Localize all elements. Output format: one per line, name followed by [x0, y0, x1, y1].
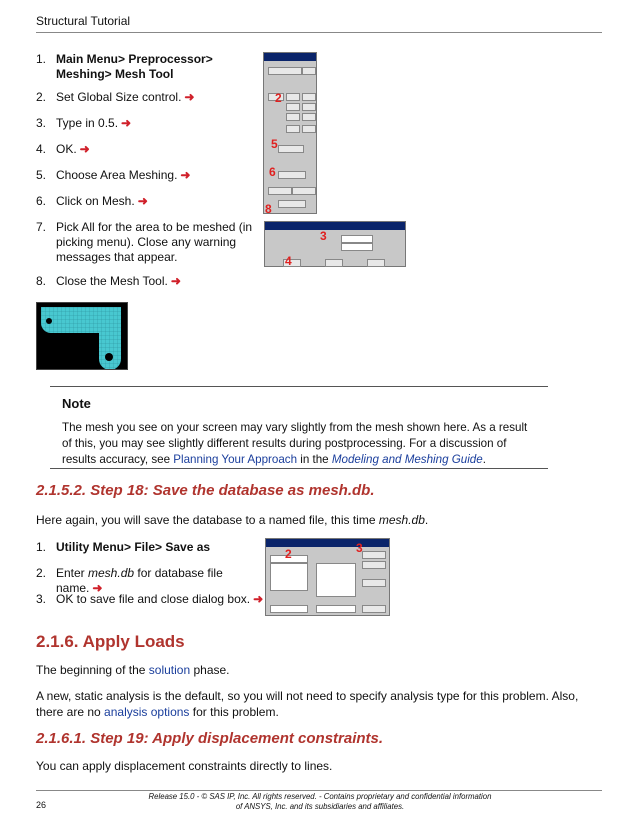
- mesh-tool-dialog-image: [263, 52, 317, 214]
- callout-2: 2: [275, 91, 282, 105]
- modeling-meshing-guide-link[interactable]: Modeling and Meshing Guide: [331, 453, 483, 466]
- arrow-icon: ➜: [253, 592, 264, 606]
- arrow-icon: ➜: [180, 168, 191, 182]
- save-database-dialog-image: [265, 538, 390, 616]
- list-item: 8. Close the Mesh Tool. ➜: [36, 274, 181, 288]
- menu-path: Main Menu> Preprocessor> Meshing> Mesh Tool: [56, 52, 213, 81]
- arrow-icon: ➜: [137, 194, 148, 208]
- running-header: Structural Tutorial: [36, 14, 131, 28]
- dialog-title-bar: [264, 53, 316, 61]
- step19-heading: 2.1.6.1. Step 19: Apply displacement constraints.: [36, 730, 384, 747]
- footer-rule: [36, 790, 602, 791]
- arrow-icon: ➜: [184, 90, 195, 104]
- arrow-icon: ➜: [92, 581, 103, 595]
- note-top-rule: [50, 386, 548, 387]
- apply-loads-p1: The beginning of the solution phase.: [36, 663, 230, 677]
- dialog-title-bar: [266, 539, 389, 547]
- arrow-icon: ➜: [170, 274, 181, 288]
- meshed-bracket-svg: [37, 303, 127, 369]
- arrow-icon: ➜: [121, 116, 132, 130]
- list-item: 1. Utility Menu> File> Save as: [36, 540, 211, 554]
- menu-path: Utility Menu> File> Save as: [56, 540, 211, 554]
- callout-5: 5: [271, 137, 278, 151]
- callout-4: 4: [285, 254, 292, 268]
- apply-loads-p2: A new, static analysis is the default, so you will not need to specify analysis type for this problem. Also, there are no analysis options for this problem.: [36, 689, 579, 719]
- footer-notice: Release 15.0 - © SAS IP, Inc. All rights reserved. - Contains proprietary and confidential information of ANSYS, Inc. and its subsidiaries and affiliates.: [148, 792, 492, 811]
- list-item: 1. Main Menu> Preprocessor> Meshing> Mesh Tool: [36, 52, 213, 81]
- step18-intro: Here again, you will save the database to a named file, this time mesh.db.: [36, 513, 429, 527]
- page-number: 26: [36, 800, 47, 810]
- save-steps-list: [36, 540, 266, 618]
- dialog-title-bar: [265, 222, 405, 230]
- list-item: 3. OK to save file and close dialog box. ➜: [36, 592, 264, 606]
- step18-heading: 2.1.5.2. Step 18: Save the database as mesh.db.: [36, 482, 375, 499]
- note-title: Note: [62, 396, 91, 411]
- planning-approach-link[interactable]: Planning Your Approach: [173, 453, 298, 466]
- apply-loads-heading: 2.1.6. Apply Loads: [36, 632, 185, 651]
- callout-3: 3: [356, 541, 363, 555]
- step19-text: You can apply displacement constraints directly to lines.: [36, 759, 333, 773]
- mesh-steps-list: [36, 52, 266, 294]
- callout-6: 6: [269, 165, 276, 179]
- list-item: 2. Set Global Size control. ➜: [36, 90, 195, 104]
- callout-2: 2: [285, 547, 292, 561]
- note-bottom-rule: [50, 468, 548, 469]
- list-item: 2. Enter mesh.db for database file name. ➜: [36, 566, 223, 595]
- meshed-area-image: [36, 302, 128, 370]
- list-item: 6. Click on Mesh. ➜: [36, 194, 148, 208]
- analysis-options-link[interactable]: analysis options: [104, 705, 190, 719]
- callout-3: 3: [320, 229, 327, 243]
- list-item: 4. OK. ➜: [36, 142, 90, 156]
- list-item: 7. Pick All for the area to be meshed (in picking menu). Close any warning messages that appear.: [36, 220, 253, 264]
- list-item: 5. Choose Area Meshing. ➜: [36, 168, 191, 182]
- solution-link[interactable]: solution: [148, 663, 191, 677]
- header-rule: [36, 32, 602, 33]
- hole: [46, 318, 52, 324]
- list-item: 3. Type in 0.5. ➜: [36, 116, 132, 130]
- note-body: The mesh you see on your screen may vary slightly from the mesh shown here. As a result of this, you may see slightly different results during postprocessing. For a discussion of results accuracy, see Planning Your Approach in the Modeling and Meshing Guide.: [62, 421, 528, 466]
- hole: [105, 353, 113, 361]
- arrow-icon: ➜: [79, 142, 90, 156]
- callout-8: 8: [265, 202, 272, 216]
